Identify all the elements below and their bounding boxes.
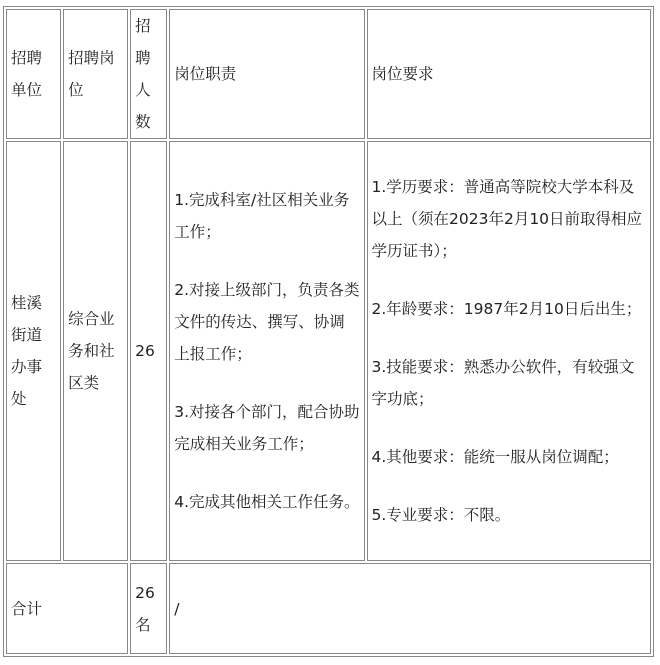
duty-item: 3.对接各个部门，配合协助完成相关业务工作； xyxy=(174,403,360,453)
total-count: 26名 xyxy=(130,563,167,654)
count-cell: 26 xyxy=(130,141,167,561)
total-row xyxy=(6,563,651,654)
requirements-cell xyxy=(367,141,651,561)
header-position: 招聘岗位 xyxy=(63,9,128,139)
requirement-item: 4.其他要求：能统一服从岗位调配； xyxy=(371,448,619,466)
requirement-item: 3.技能要求：熟悉办公软件，有较强文字功底； xyxy=(371,358,635,408)
header-duties: 岗位职责 xyxy=(169,9,364,139)
unit-cell: 桂溪街道办事处 xyxy=(6,141,61,561)
duty-item: 1.完成科室/社区相关业务工作； xyxy=(174,191,350,241)
header-requirements: 岗位要求 xyxy=(367,9,651,139)
duty-item: 4.完成其他相关工作任务。 xyxy=(174,493,360,511)
total-remark: / xyxy=(169,563,651,654)
requirement-item: 5.专业要求：不限。 xyxy=(371,506,511,524)
recruitment-table xyxy=(3,6,654,657)
header-count: 招聘人数 xyxy=(130,9,167,139)
duties-cell xyxy=(169,141,364,561)
table-row xyxy=(6,141,651,561)
requirement-item: 2.年龄要求：1987年2月10日后出生； xyxy=(371,300,642,318)
duty-item: 2.对接上级部门，负责各类文件的传达、撰写、协调上报工作； xyxy=(174,281,360,363)
header-row xyxy=(6,9,651,139)
header-unit: 招聘单位 xyxy=(6,9,61,139)
position-cell: 综合业务和社区类 xyxy=(63,141,128,561)
total-label: 合计 xyxy=(6,563,128,654)
requirement-item: 1.学历要求：普通高等院校大学本科及以上（须在2023年2月10日前取得相应学历证书）； xyxy=(371,178,643,260)
